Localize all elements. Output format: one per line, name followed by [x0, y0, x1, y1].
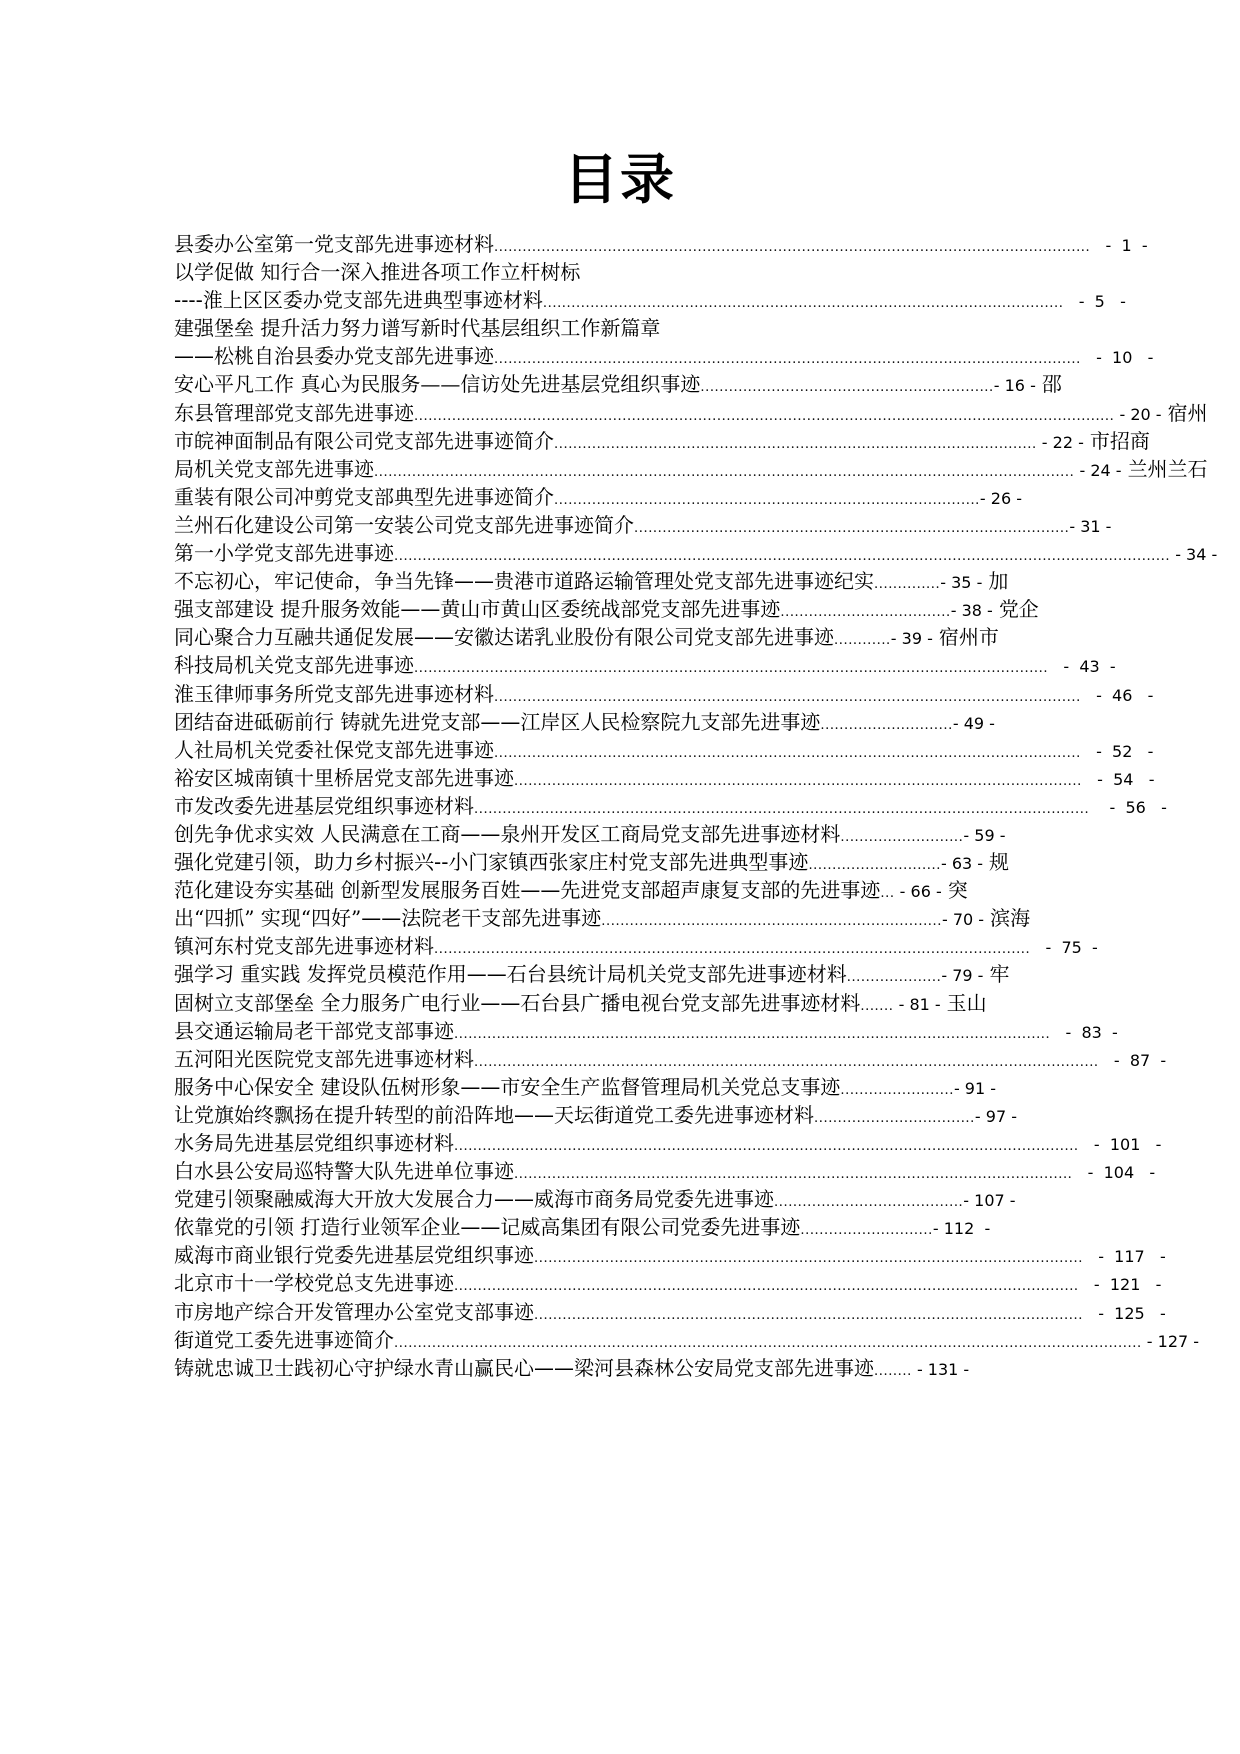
toc-page-number: - 87 - [1098, 1050, 1167, 1070]
toc-page-number: - 117 - [1082, 1247, 1166, 1267]
toc-leader-dots: ....... [860, 998, 894, 1014]
toc-entry-title: 市皖神面制品有限公司党支部先进事迹简介 [174, 428, 554, 453]
page-title: 目录 [564, 148, 676, 211]
toc-leader-dots: ............................................................................................................................ [494, 352, 1081, 368]
toc-wrapped-text: 党企 [998, 597, 1039, 622]
toc-wrapped-text: 滨海 [990, 906, 1031, 931]
toc-leader-dots: .............................................................................................................. [542, 296, 1064, 312]
toc-leader-dots: ........................................ [774, 1195, 964, 1211]
toc-entry-title: 依靠党的引领 打造行业领军企业 [174, 1215, 461, 1240]
toc-entry[interactable] [174, 764, 1155, 792]
toc-page-number: - 79 - [941, 966, 984, 986]
toc-page-number: - 56 - [1089, 797, 1167, 817]
toc-entry-subtitle: ——石台县统计局机关党支部先进事迹材料 [466, 962, 847, 987]
toc-page-number: - 70 - [942, 910, 985, 930]
toc-entry-subtitle: ——法院老干支部先进事迹 [361, 906, 602, 931]
toc-entry[interactable] [174, 1326, 1200, 1354]
toc-entry-title: 水务局先进基层党组织事迹材料 [174, 1131, 454, 1155]
toc-leader-dots: .............. [874, 577, 941, 593]
toc-leader-dots: .................................................................................................................................................... [414, 408, 1115, 424]
toc-leader-dots: ........................ [840, 1082, 954, 1098]
toc-wrapped-text: 规 [989, 850, 1010, 875]
toc-leader-dots: .................................. [814, 1110, 975, 1126]
toc-page-number: - 81 - [893, 994, 941, 1014]
toc-entry[interactable] [174, 1129, 1162, 1157]
toc-page-number: - 24 - [1074, 460, 1122, 480]
toc-entry-subtitle: ——威海市商务局党委先进事迹 [494, 1187, 774, 1212]
toc-entry-title: 让党旗始终飘扬在提升转型的前沿阵地 [174, 1102, 514, 1127]
toc-leader-dots: .............................................................................................................................. [434, 942, 1031, 958]
toc-wrapped-text: 宿州 [1167, 400, 1208, 425]
toc-entry-title: 白水县公安局巡特警大队先进单位事迹 [174, 1159, 514, 1184]
toc-page-number: - 63 - [940, 854, 984, 874]
toc-page-number: - 35 - [940, 573, 983, 593]
toc-entry[interactable] [174, 1157, 1156, 1185]
toc-entry-title: 县交通运输局老干部党支部事迹 [174, 1018, 454, 1043]
toc-entry-title: 团结奋进砥砺前行 铸就先进党支部 [174, 709, 481, 734]
toc-leader-dots: .................................................................................................................................................................... [394, 549, 1171, 565]
toc-entry-title: 固树立支部堡垒 全力服务广电行业 [174, 990, 481, 1015]
toc-page-number: - 101 - [1078, 1135, 1162, 1154]
toc-leader-dots: ............................................................................................................................ [494, 689, 1081, 705]
toc-wrapped-text: 玉山 [946, 990, 987, 1015]
toc-entry[interactable] [174, 1185, 1074, 1213]
toc-wrapped-text: 兰州兰石 [1127, 456, 1208, 481]
toc-entry-title: 不忘初心，牢记使命，争当先锋 [174, 569, 454, 594]
toc-wrapped-text: 突 [947, 878, 968, 903]
toc-entry-subtitle: ——市安全生产监督管理局机关党总支事迹 [460, 1074, 841, 1099]
toc-leader-dots: ...................................................................................................................... [514, 1167, 1073, 1183]
toc-leader-dots: .......................................................................................... [554, 492, 980, 508]
toc-page-number: - 104 - [1072, 1163, 1156, 1183]
toc-page-number: - 59 - [963, 825, 1006, 845]
toc-entry-title: 街道党工委先进事迹简介 [174, 1327, 394, 1352]
toc-entry-subtitle: ——天坛街道党工委先进事迹材料 [514, 1102, 814, 1127]
toc-entry[interactable] [174, 399, 1208, 427]
toc-entry-title: 科技局机关党支部先进事迹 [174, 653, 414, 678]
toc-entry-title: 强学习 重实践 发挥党员模范作用 [174, 962, 467, 987]
toc-entry-subtitle: ——江岸区人民检察院九支部先进事迹 [480, 709, 821, 734]
toc-entry[interactable] [174, 1298, 1166, 1326]
toc-page-number: - 1 - [1090, 236, 1148, 255]
toc-entry[interactable] [174, 567, 1098, 595]
toc-entry[interactable] [174, 960, 1098, 988]
toc-leader-dots: .................................................................................................................... [534, 1307, 1083, 1323]
toc-page-number: - 91 - [953, 1078, 997, 1098]
toc-entry-subtitle: ——松桃自治县委办党支部先进事迹 [174, 344, 494, 369]
toc-entry-title: 党建引领聚融威海大开放大发展合力 [174, 1187, 494, 1212]
toc-wrapped-text: 宿州市 [938, 625, 999, 650]
toc-entry-subtitle: --小门家镇西张家庄村党支部先进典型事迹 [434, 850, 809, 875]
toc-entry-title: 市发改委先进基层党组织事迹材料 [174, 793, 474, 818]
toc-page-number: - 16 - [993, 376, 1036, 396]
toc-wrapped-text: 市招商 [1089, 428, 1150, 453]
toc-entry-title: 五河阳光医院党支部先进事迹材料 [174, 1046, 474, 1071]
toc-leader-dots: .................................................................................................................................... [454, 1139, 1079, 1154]
toc-page-number: - 22 - [1036, 432, 1084, 452]
toc-wrapped-text: 邵 [1041, 372, 1062, 397]
toc-page-number: - 131 - [911, 1359, 970, 1379]
toc-leader-dots: .................................................................................................................................... [474, 1054, 1099, 1070]
toc-entry-subtitle: ——贵港市道路运输管理处党支部先进事迹纪实 [454, 569, 874, 594]
toc-entry[interactable] [174, 539, 1218, 567]
toc-entry[interactable] [174, 314, 1074, 342]
toc-entry-title: 裕安区城南镇十里桥居党支部先进事迹 [174, 765, 514, 790]
toc-entry[interactable] [174, 286, 1126, 314]
toc-entry-title: 淮玉律师事务所党支部先进事迹材料 [174, 681, 494, 706]
toc-leader-dots: ...................................................................................................................................... [414, 661, 1049, 677]
toc-leader-dots: ............................ [820, 717, 953, 733]
toc-entry[interactable] [174, 876, 1098, 904]
toc-leader-dots: .............................................................................................................................. [454, 1026, 1051, 1042]
toc-leader-dots: ........................................................................................................................ [514, 773, 1082, 789]
toc-entry[interactable] [174, 483, 1074, 511]
toc-page-number: - 26 - [979, 488, 1022, 508]
toc-entry-subtitle: ----淮上区区委办党支部先进典型事迹材料 [174, 288, 543, 313]
toc-entry-title: 局机关党支部先进事迹 [174, 456, 374, 481]
toc-entry-title: 服务中心保安全 建设队伍树形象 [174, 1074, 461, 1099]
toc-entry[interactable] [174, 904, 1098, 932]
toc-entry-title: 铸就忠诚卫士践初心守护绿水青山赢民心 [174, 1355, 534, 1380]
toc-page-number: - 127 - [1141, 1331, 1200, 1351]
toc-leader-dots: .................................... [780, 605, 951, 621]
toc-page-number: - 54 - [1081, 769, 1155, 789]
toc-page-number: - 97 - [974, 1106, 1017, 1126]
toc-leader-dots: ........ [874, 1363, 912, 1379]
toc-leader-dots: .................... [846, 970, 942, 986]
toc-leader-dots: ............ [834, 633, 891, 649]
toc-entry[interactable] [174, 708, 1074, 736]
toc-entry-title: 东县管理部党支部先进事迹 [174, 400, 414, 425]
toc-entry-title: 以学促做 知行合一深入推进各项工作立杆树标 [174, 260, 581, 285]
toc-entry-subtitle: 信访处先进基层党组织事迹 [460, 372, 701, 397]
toc-leader-dots: ............................ [800, 1223, 933, 1239]
toc-wrapped-text: 加 [988, 569, 1009, 594]
toc-entry[interactable] [174, 1045, 1167, 1073]
toc-entry-subtitle: ——石台县广播电视台党支部先进事迹材料 [480, 990, 861, 1015]
toc-entry[interactable] [174, 792, 1167, 820]
toc-leader-dots: .............................................................................................................................. [494, 240, 1091, 255]
toc-entry[interactable] [174, 932, 1098, 960]
table-of-contents [174, 230, 1218, 1382]
toc-entry-title: 建强堡垒 提升活力努力谱写新时代基层组织工作新篇章 [174, 316, 661, 341]
toc-page-number: - 43 - [1048, 657, 1116, 677]
toc-entry[interactable] [174, 427, 1150, 455]
toc-page-number: - 75 - [1030, 938, 1098, 958]
toc-entry-title: 威海市商业银行党委先进基层党组织事迹 [174, 1243, 534, 1268]
toc-entry[interactable] [174, 848, 1098, 876]
toc-entry-title: 兰州石化建设公司第一安装公司党支部先进事迹简介 [174, 512, 634, 537]
toc-entry[interactable] [174, 1269, 1162, 1297]
toc-entry[interactable] [174, 455, 1208, 483]
toc-entry-title: 人社局机关党委社保党支部先进事迹 [174, 737, 494, 762]
toc-leader-dots: .................................................................................................................................................... [374, 464, 1075, 480]
toc-page-number: - 83 - [1050, 1022, 1118, 1042]
toc-entry[interactable] [174, 1017, 1118, 1045]
toc-page-number: - 112 - [932, 1219, 991, 1239]
toc-wrapped-text: 牢 [989, 962, 1010, 987]
toc-entry[interactable] [174, 1241, 1166, 1269]
toc-page-number: - 121 - [1078, 1275, 1162, 1295]
toc-entry[interactable] [174, 680, 1154, 708]
toc-leader-dots: ............................ [808, 858, 941, 874]
toc-entry[interactable] [174, 1073, 1074, 1101]
toc-entry[interactable] [174, 820, 1074, 848]
toc-entry-title: 同心聚合力互融共通促发展 [174, 625, 414, 650]
toc-leader-dots: .............................................................. [700, 380, 994, 396]
toc-page-number: - 31 - [1069, 516, 1112, 536]
toc-entry-title: 安心平凡工作 真心为民服务—— [174, 372, 461, 397]
toc-leader-dots: .................................................................................................................................. [474, 801, 1090, 817]
toc-entry-subtitle: ——泉州开发区工商局党支部先进事迹材料 [460, 821, 841, 846]
toc-page-number: - 38 - [950, 601, 993, 621]
toc-entry-title: 强支部建设 提升服务效能 [174, 597, 401, 622]
toc-entry-title: 北京市十一学校党总支先进事迹 [174, 1271, 454, 1296]
toc-entry-subtitle: ——记威高集团有限公司党委先进事迹 [460, 1215, 801, 1240]
toc-entry[interactable] [174, 1354, 1074, 1382]
toc-entry[interactable] [174, 258, 1074, 286]
toc-entry-title: 出“四抓” 实现“四好” [174, 906, 362, 931]
toc-entry[interactable] [174, 342, 1154, 370]
toc-page-number: - 20 - [1114, 404, 1162, 424]
toc-page-number: - 39 - [890, 629, 933, 649]
toc-entry-title: 县委办公室第一党支部先进事迹材料 [174, 232, 494, 256]
toc-page-number: - 34 - [1170, 545, 1218, 565]
toc-leader-dots: ............................................................................................................................ [494, 745, 1081, 761]
toc-leader-dots: .................................................................................................................................... [454, 1279, 1079, 1295]
toc-entry-title: 第一小学党支部先进事迹 [174, 541, 394, 566]
toc-page-number: - 107 - [963, 1191, 1016, 1211]
toc-entry[interactable] [174, 511, 1112, 539]
toc-entry-title: 创先争优求实效 人民满意在工商 [174, 821, 461, 846]
toc-page-number: - 66 - [894, 882, 942, 902]
toc-entry[interactable] [174, 595, 1098, 623]
toc-leader-dots: ........................................................................ [601, 914, 942, 930]
toc-entry[interactable] [174, 623, 1098, 651]
toc-leader-dots: ...................................................................................................... [554, 436, 1037, 452]
toc-entry-subtitle: ——梁河县森林公安局党支部先进事迹 [534, 1355, 874, 1380]
toc-entry[interactable] [174, 1213, 1074, 1241]
toc-page-number: - 5 - [1063, 292, 1126, 312]
toc-page-number: - 10 - [1080, 348, 1154, 368]
toc-entry[interactable] [174, 1101, 1074, 1129]
toc-entry-title: 重装有限公司冲剪党支部典型先进事迹简介 [174, 484, 554, 509]
toc-entry[interactable] [174, 736, 1154, 764]
toc-entry-subtitle: ——先进党支部超声康复支部的先进事迹 [520, 878, 881, 903]
toc-page-number: - 46 - [1080, 685, 1154, 705]
toc-leader-dots: ... [880, 886, 895, 902]
toc-entry-title: 强化党建引领，助力乡村振兴 [174, 850, 434, 875]
toc-entry-title: 市房地产综合开发管理办公室党支部事迹 [174, 1299, 534, 1324]
toc-leader-dots: ............................................................................................ [634, 520, 1070, 536]
toc-leader-dots: .................................................................................................................... [534, 1251, 1083, 1267]
toc-page-number: - 52 - [1080, 741, 1154, 761]
toc-entry[interactable] [174, 989, 1098, 1017]
toc-leader-dots: .............................................................................................................................................................. [394, 1335, 1142, 1351]
toc-page-number: - 125 - [1082, 1303, 1166, 1323]
toc-entry[interactable] [174, 230, 1148, 258]
toc-entry-title: 镇河东村党支部先进事迹材料 [174, 934, 434, 959]
toc-entry-subtitle: ——黄山市黄山区委统战部党支部先进事迹 [400, 597, 781, 622]
toc-leader-dots: .......................... [840, 829, 964, 845]
toc-entry-subtitle: ——安徽达诺乳业股份有限公司党支部先进事迹 [414, 625, 834, 650]
toc-entry[interactable] [174, 651, 1116, 679]
toc-entry[interactable] [174, 370, 1098, 398]
toc-page-number: - 49 - [952, 713, 995, 733]
toc-entry-title: 范化建设夯实基础 创新型发展服务百姓 [174, 878, 521, 903]
